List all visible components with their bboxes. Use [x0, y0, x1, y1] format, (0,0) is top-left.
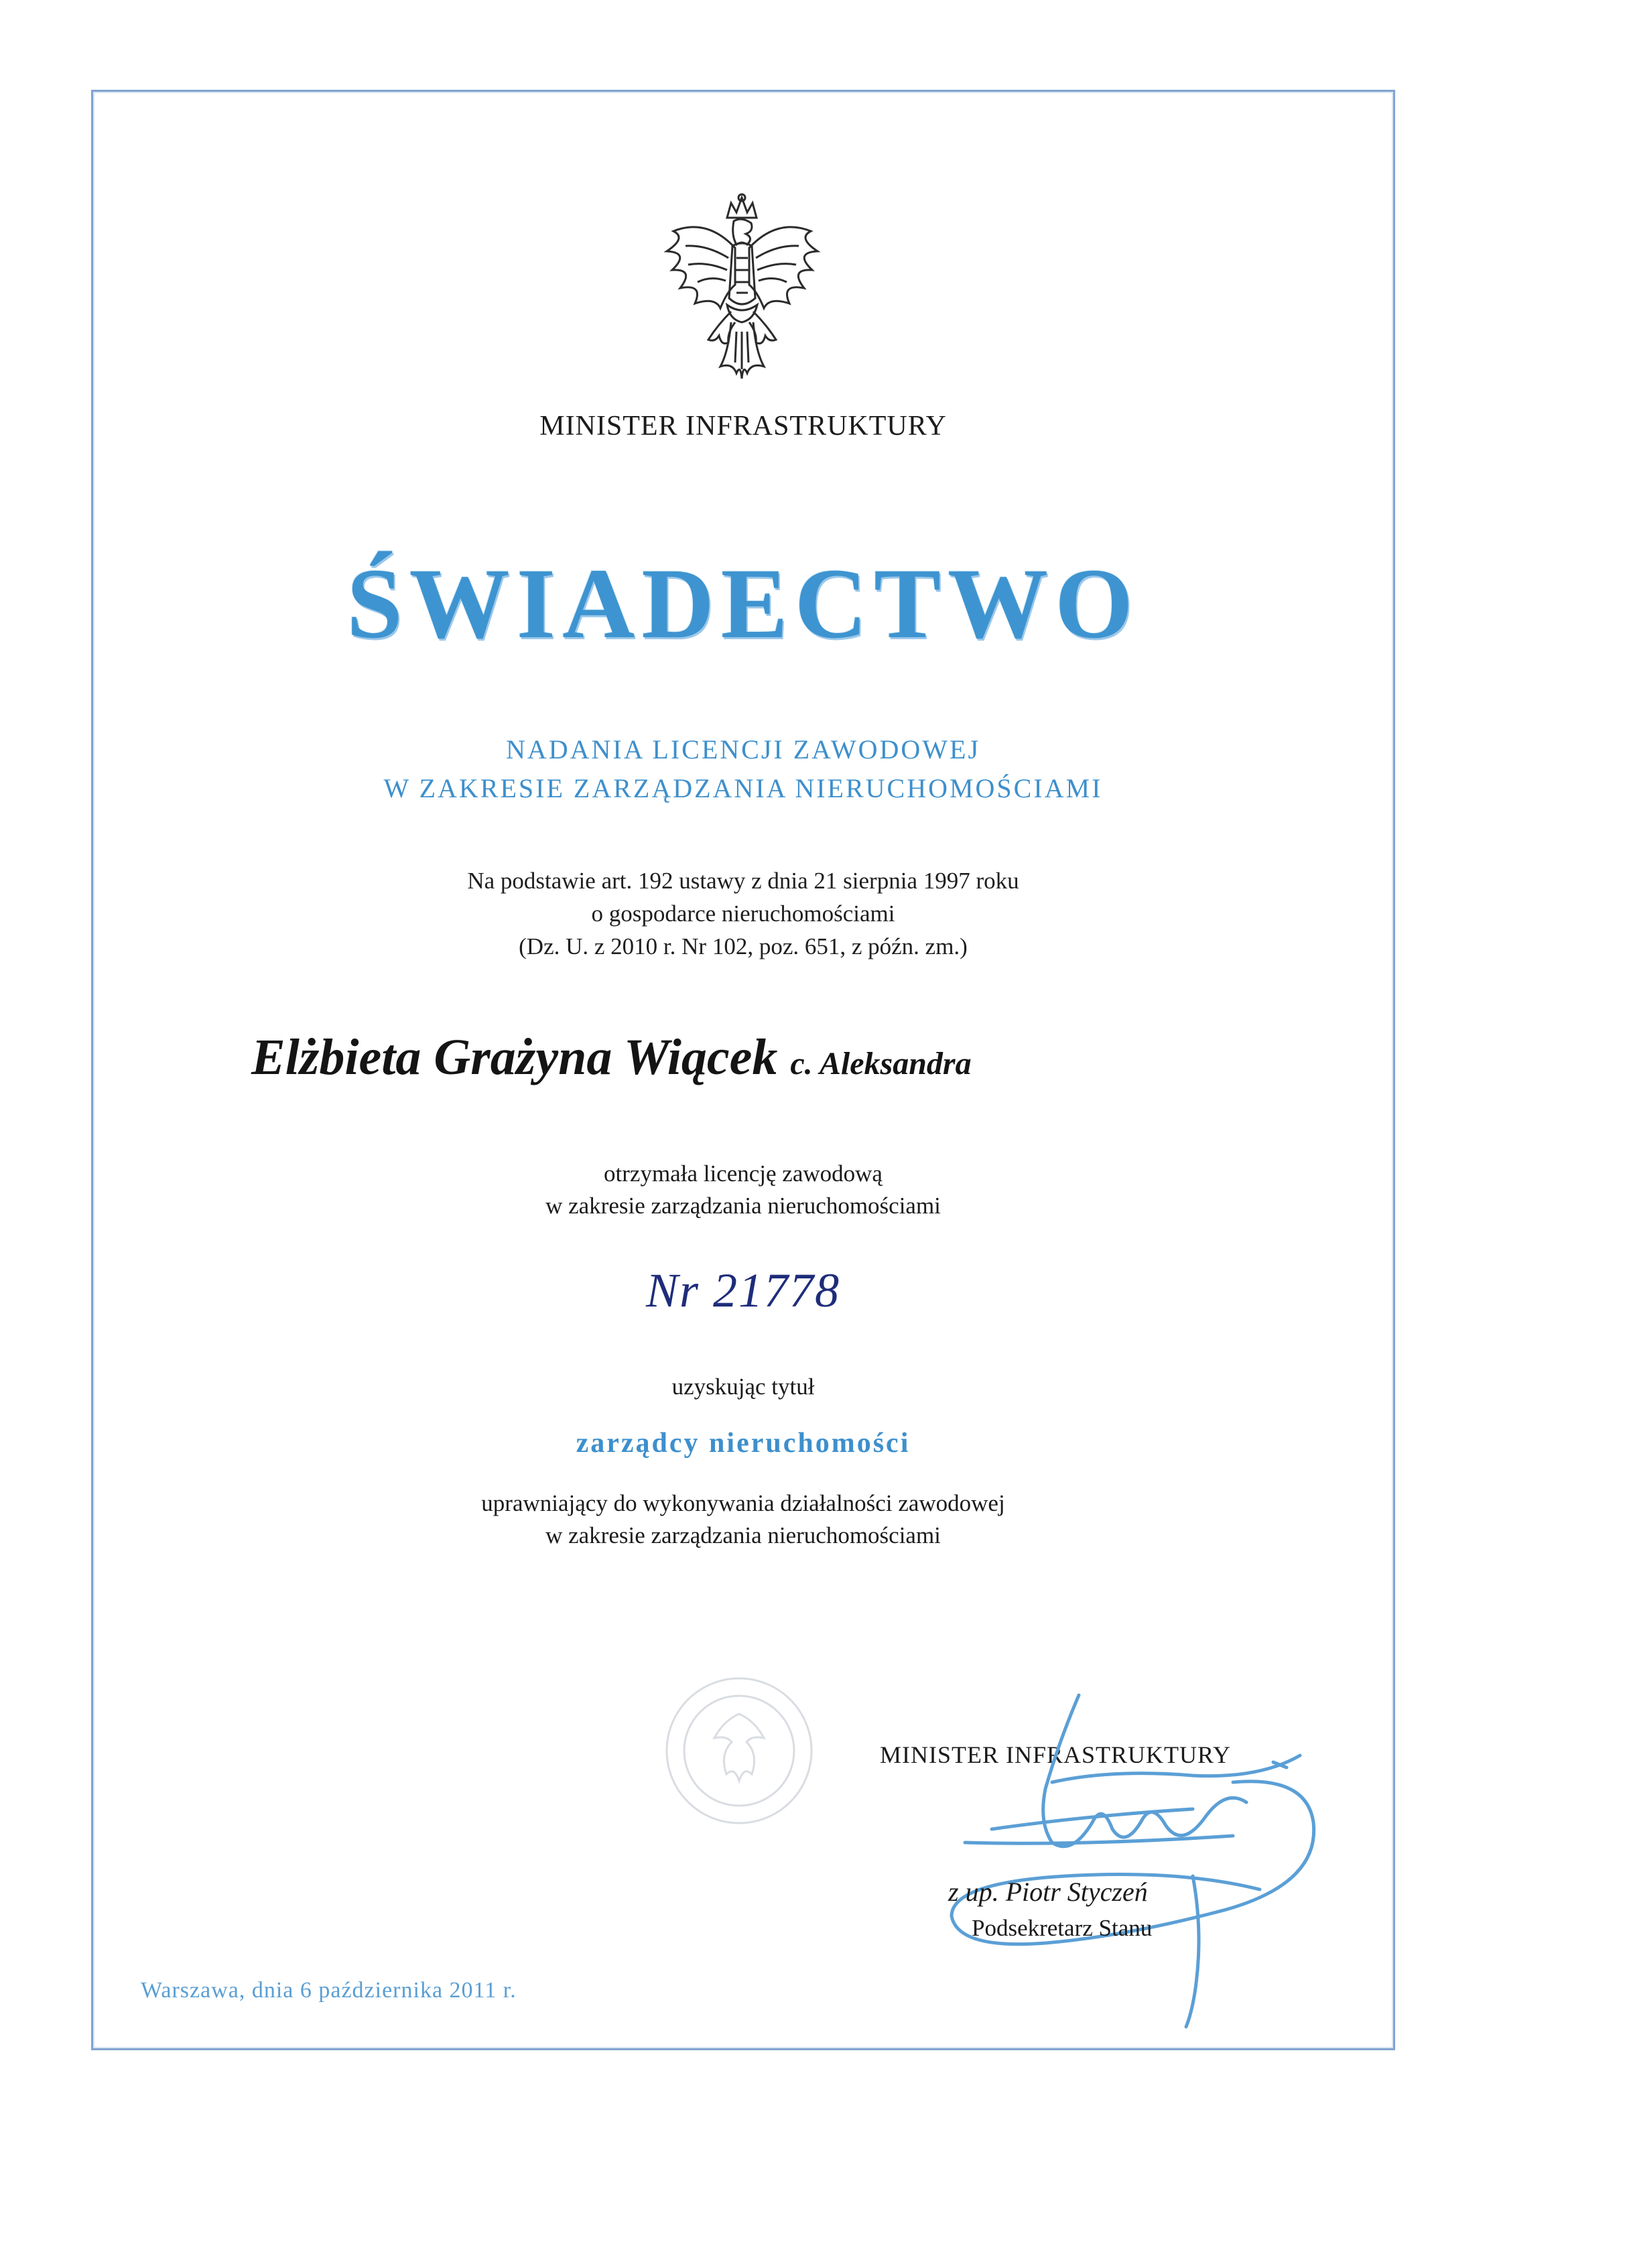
legal-line-1: Na podstawie art. 192 ustawy z dnia 21 sierpnia 1997 roku: [467, 868, 1019, 894]
entitling-line-1: uprawniający do wykonywania działalności zawodowej: [481, 1490, 1005, 1516]
signer-role: Podsekretarz Stanu: [972, 1915, 1153, 1941]
holder-name: Elżbieta Grażyna Wiącek: [251, 1029, 778, 1085]
received-line-1: otrzymała licencję zawodową: [604, 1160, 883, 1187]
subtitle-line-2: W ZAKRESIE ZARZĄDZANIA NIERUCHOMOŚCIAMI: [383, 773, 1103, 803]
signer-name: z up. Piotr Styczeń: [948, 1877, 1148, 1907]
legal-basis: [91, 864, 1395, 963]
place-and-date: Warszawa, dnia 6 października 2011 r.: [141, 1978, 517, 2003]
holder-parent-name: c. Aleksandra: [790, 1046, 972, 1081]
issuer-heading: MINISTER INFRASTRUKTURY: [539, 411, 947, 442]
embossed-seal: [662, 1674, 816, 1828]
subtitle-line-1: NADANIA LICENCJI ZAWODOWEJ: [505, 734, 981, 764]
professional-title: zarządcy nieruchomości: [576, 1428, 911, 1459]
received-line-2: w zakresie zarządzania nieruchomościami: [545, 1193, 941, 1219]
obtaining-title-label: uzyskując tytuł: [671, 1374, 815, 1400]
polish-eagle-emblem: [653, 191, 831, 385]
entitling-line-2: w zakresie zarządzania nieruchomościami: [545, 1522, 941, 1548]
certificate-title: ŚWIADECTWO: [346, 548, 1140, 659]
handwritten-signature: [911, 1688, 1354, 2037]
legal-line-3: (Dz. U. z 2010 r. Nr 102, poz. 651, z późn. zm.): [519, 933, 968, 959]
signature-minister-label: MINISTER INFRASTRUKTURY: [880, 1741, 1232, 1768]
certificate-subtitle: [91, 730, 1395, 808]
received-statement: [91, 1158, 1395, 1222]
legal-line-2: o gospodarce nieruchomościami: [591, 900, 895, 927]
license-holder: [251, 1028, 972, 1087]
entitlement-statement: [91, 1487, 1395, 1552]
license-number: Nr 21778: [645, 1264, 841, 1317]
